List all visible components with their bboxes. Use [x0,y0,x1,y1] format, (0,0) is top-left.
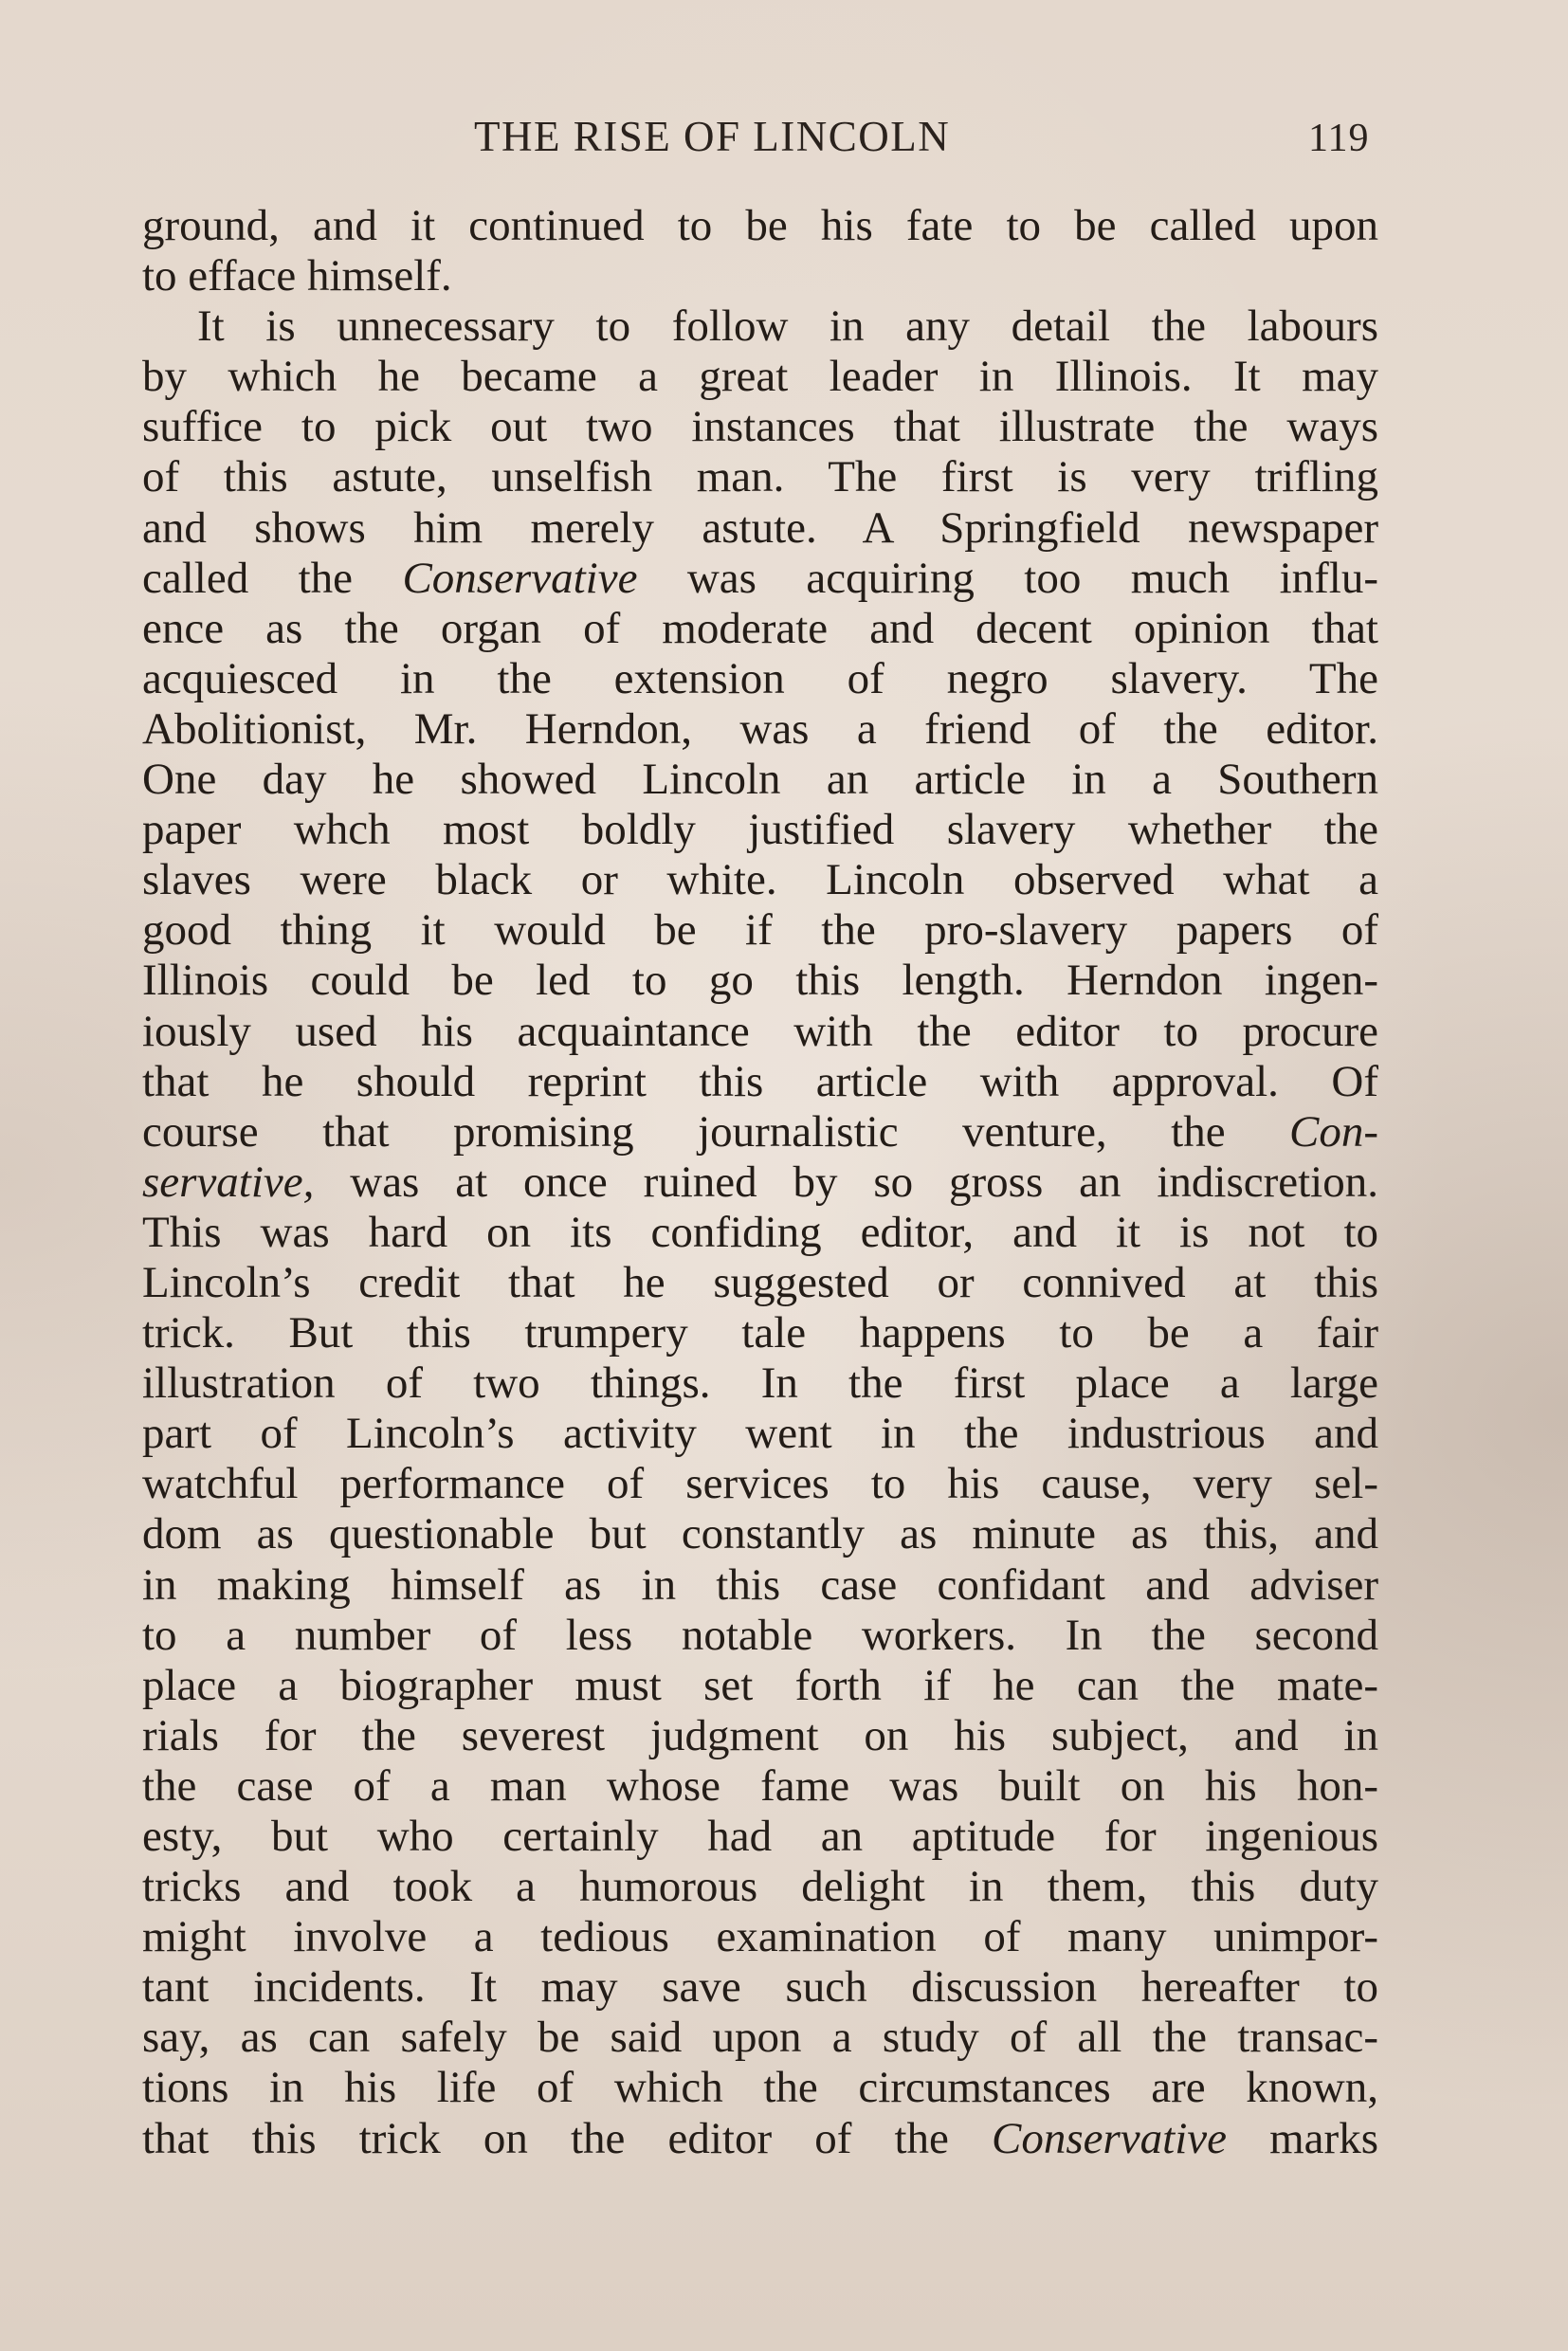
text-line [142,1258,1378,1308]
text-segment: acquiesced in the extension of negro slavery. The [142,653,1378,703]
text-segment: called the [142,553,403,603]
text-segment: place a biographer must set forth if he can the mate- [142,1660,1378,1710]
text-segment: slaves were black or white. Lincoln observed what a [142,855,1378,905]
text-segment: Illinois could be led to go this length. Herndon ingen- [142,956,1378,1006]
text-segment: iously used his acquaintance with the editor to procure [142,1006,1378,1056]
text-segment: illustration of two things. In the first place a large [142,1358,1378,1409]
text-segment: One day he showed Lincoln an article in a Southern [142,755,1378,805]
text-line [142,905,1378,956]
text-segment: was at once ruined by so gross an indiscretion. [314,1157,1378,1207]
text-segment: that he should reprint this article with approval. Of [142,1056,1378,1106]
body-text [142,201,1378,2164]
text-line [142,554,1378,604]
text-line [142,1862,1378,1912]
text-segment: was acquiring too much influ- [637,553,1378,603]
running-head: THE RISE OF LINCOLN [474,113,951,160]
text-line [142,452,1378,502]
text-segment: in making himself as in this case confidant and adviser [142,1559,1378,1610]
text-segment: part of Lincoln’s activity went in the industrious and [142,1409,1378,1459]
text-segment: that this trick on the editor of the [142,2113,993,2163]
text-segment: ground, and it continued to be his fate to be called upon [142,201,1378,250]
text-line [142,855,1378,905]
page-number: 119 [1308,117,1370,160]
italic-text: Conservative [992,2113,1228,2163]
text-line [142,1208,1378,1258]
text-line [142,1007,1378,1057]
text-segment: might involve a tedious examination of many unimpor- [142,1912,1378,1962]
text-segment: of this astute, unselfish man. The first is very trifling [142,452,1378,502]
text-line [142,805,1378,855]
text-line [142,2013,1378,2063]
text-line [142,1409,1378,1459]
text-segment: and shows him merely astute. A Springfield newspaper [142,502,1378,553]
text-segment: trick. But this trumpery tale happens to be a fair [142,1308,1378,1358]
text-line [142,251,1378,301]
text-line [142,1308,1378,1358]
text-segment: good thing it would be if the pro-slavery papers of [142,905,1378,956]
text-segment: suffice to pick out two instances that illustrate the ways [142,402,1378,452]
text-segment: ence as the organ of moderate and decent opinion that [142,603,1378,653]
text-line [142,2114,1378,2164]
text-line [142,503,1378,554]
text-segment: It is unnecessary to follow in any detail the labours [197,301,1378,352]
text-segment: marks [1227,2113,1378,2163]
text-line [142,1661,1378,1711]
text-line [142,604,1378,654]
text-segment: watchful performance of services to his cause, very sel- [142,1459,1378,1509]
text-line [142,1912,1378,1962]
text-segment: course that promising journalistic venture, the [142,1106,1289,1157]
text-line [142,1157,1378,1208]
text-segment: Lincoln’s credit that he suggested or connived at this [142,1257,1378,1307]
italic-text: servative, [142,1157,315,1207]
text-segment: say, as can safely be said upon a study of all the transac- [142,2013,1378,2063]
italic-text: Con- [1289,1106,1378,1157]
text-line [142,1509,1378,1559]
text-segment: the case of a man whose fame was built on his hon- [142,1760,1378,1811]
text-segment: tions in his life of which the circumstances are known, [142,2063,1378,2113]
text-line [142,402,1378,452]
text-line [142,1107,1378,1157]
text-segment: rials for the severest judgment on his subject, and in [142,1710,1378,1760]
text-segment: This was hard on its confiding editor, and it is not to [142,1207,1378,1257]
text-line [142,301,1378,352]
text-segment: to efface himself. [142,251,452,301]
text-segment: esty, but who certainly had an aptitude for ingenious [142,1812,1378,1861]
text-line [142,1611,1378,1661]
page-header [142,112,1375,169]
text-line [142,201,1378,251]
text-line [142,1560,1378,1611]
text-segment: dom as questionable but constantly as minute as this, and [142,1509,1378,1559]
text-line [142,1962,1378,2013]
text-line [142,352,1378,402]
text-line [142,1057,1378,1107]
italic-text: Conservative [402,553,638,603]
text-line [142,654,1378,704]
text-line [142,704,1378,755]
text-segment: by which he became a great leader in Illinois. It may [142,352,1378,402]
text-line [142,956,1378,1006]
text-line [142,1761,1378,1812]
text-segment: to a number of less notable workers. In the second [142,1610,1378,1660]
text-line [142,2063,1378,2113]
text-segment: paper whch most boldly justified slavery whether the [142,805,1378,855]
text-segment: tricks and took a humorous delight in them, this duty [142,1862,1378,1912]
text-line [142,755,1378,805]
text-line [142,1459,1378,1509]
text-line [142,1812,1378,1862]
text-line [142,1358,1378,1409]
text-segment: Abolitionist, Mr. Herndon, was a friend of the editor. [142,703,1378,754]
text-segment: tant incidents. It may save such discussion hereafter to [142,1962,1378,2013]
text-line [142,1711,1378,1761]
